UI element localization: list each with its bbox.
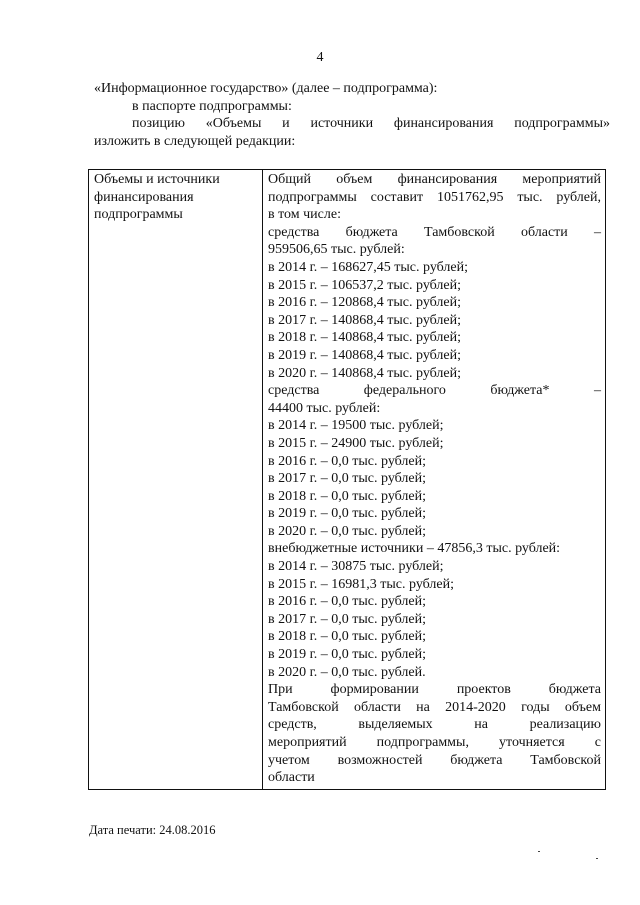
financing-line: в 2019 г. – 0,0 тыс. рублей; [268,647,426,663]
financing-line: в 2014 г. – 168627,45 тыс. рублей; [268,259,468,275]
financing-line: средства бюджета Тамбовской области – [268,224,601,240]
label-line: финансирования [94,189,194,205]
financing-label-cell [89,170,263,790]
financing-line: в 2018 г. – 0,0 тыс. рублей; [268,629,426,645]
label-line: Объемы и источники [94,172,220,187]
financing-line: в 2016 г. – 0,0 тыс. рублей; [268,594,426,610]
financing-line: в 2020 г. – 140868,4 тыс. рублей; [268,365,461,381]
financing-table [88,169,606,790]
financing-line: в 2016 г. – 120868,4 тыс. рублей; [268,295,461,311]
financing-line: в 2019 г. – 0,0 тыс. рублей; [268,506,426,522]
page-number: 4 [316,50,324,65]
intro-line-4: изложить в следующей редакции: [94,133,296,149]
financing-line: Общий объем финансирования мероприятий [268,172,601,187]
financing-line: в 2017 г. – 0,0 тыс. рублей; [268,611,426,627]
scan-speck [538,851,540,852]
financing-line: в 2018 г. – 0,0 тыс. рублей; [268,488,426,504]
financing-line: подпрограммы составит 1051762,95 тыс. рублей, [268,189,601,205]
financing-line: в 2014 г. – 19500 тыс. рублей; [268,418,444,434]
intro-line-1: «Информационное государство» (далее – подпрограмма): [94,81,438,96]
financing-line: в 2015 г. – 16981,3 тыс. рублей; [268,576,454,592]
intro-paragraph [94,80,610,150]
financing-line: в том числе: [268,207,341,223]
label-line: подпрограммы [94,207,183,223]
financing-line: в 2017 г. – 140868,4 тыс. рублей; [268,312,461,328]
print-date: Дата печати: 24.08.2016 [89,823,216,837]
financing-line: в 2018 г. – 140868,4 тыс. рублей; [268,330,461,346]
financing-line: в 2015 г. – 24900 тыс. рублей; [268,435,444,451]
intro-line-2: в паспорте подпрограммы: [132,98,292,114]
scan-speck [596,858,598,859]
financing-line: 959506,65 тыс. рублей: [268,242,405,258]
financing-line: в 2017 г. – 0,0 тыс. рублей; [268,471,426,487]
financing-line: в 2020 г. – 0,0 тыс. рублей; [268,523,426,539]
financing-line: При формировании проектов бюджета [268,682,601,698]
financing-line: средства федерального бюджета* – [268,383,601,399]
financing-line: мероприятий подпрограммы, уточняется с [268,735,601,750]
intro-line-3: позицию «Объемы и источники финансирования подпрограммы» [132,116,610,131]
financing-line: в 2016 г. – 0,0 тыс. рублей; [268,453,426,469]
financing-value-cell [263,170,606,790]
financing-line: внебюджетные источники – 47856,3 тыс. рублей: [268,541,561,557]
financing-line: в 2015 г. – 106537,2 тыс. рублей; [268,277,461,293]
financing-line: в 2019 г. – 140868,4 тыс. рублей; [268,347,461,363]
financing-line: учетом возможностей бюджета Тамбовской [268,752,601,768]
financing-line: Тамбовской области на 2014-2020 годы объем [268,699,601,715]
financing-line: 44400 тыс. рублей: [268,400,381,416]
financing-line: области [268,770,315,786]
financing-line: в 2020 г. – 0,0 тыс. рублей. [268,664,426,680]
financing-line: в 2014 г. – 30875 тыс. рублей; [268,559,444,575]
financing-line: средств, выделяемых на реализацию [268,717,601,733]
table-row [89,170,606,790]
